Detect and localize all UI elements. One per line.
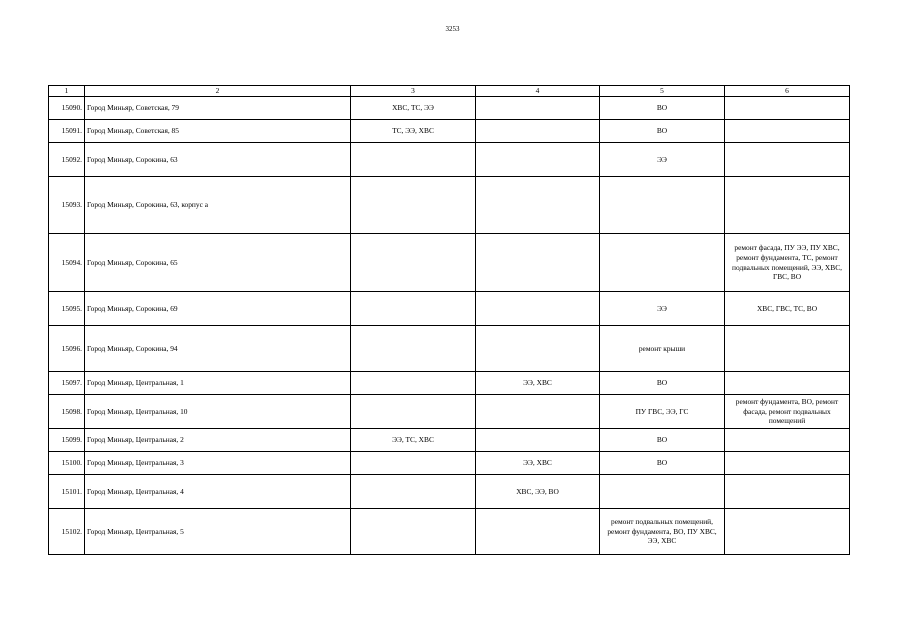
column-3-cell xyxy=(351,292,476,326)
column-3-cell xyxy=(351,326,476,372)
column-5-cell xyxy=(600,177,725,234)
address-cell: Город Миньяр, Сорокина, 69 xyxy=(85,292,351,326)
column-4-cell xyxy=(476,234,600,292)
table-row xyxy=(49,452,850,475)
table-row xyxy=(49,429,850,452)
column-3-cell xyxy=(351,395,476,429)
row-number: 15093. xyxy=(49,177,85,234)
row-number: 15100. xyxy=(49,452,85,475)
header-row xyxy=(49,86,850,97)
address-cell: Город Миньяр, Советская, 85 xyxy=(85,120,351,143)
table-row xyxy=(49,292,850,326)
column-4-cell xyxy=(476,292,600,326)
column-5-cell: ВО xyxy=(600,429,725,452)
row-number: 15102. xyxy=(49,509,85,555)
column-3-cell xyxy=(351,509,476,555)
column-6-cell xyxy=(725,475,850,509)
column-5-cell: ВО xyxy=(600,452,725,475)
column-6-cell xyxy=(725,509,850,555)
column-5-cell: ВО xyxy=(600,120,725,143)
table-row xyxy=(49,372,850,395)
column-6-cell: ремонт фасада, ПУ ЭЭ, ПУ ХВС, ремонт фундамента, ТС, ремонт подвальных помещений, ЭЭ, ХВС, ГВС, ВО xyxy=(725,234,850,292)
column-header: 4 xyxy=(476,86,600,97)
column-header: 2 xyxy=(85,86,351,97)
column-header: 6 xyxy=(725,86,850,97)
column-5-cell: ремонт крыши xyxy=(600,326,725,372)
address-cell: Город Миньяр, Центральная, 4 xyxy=(85,475,351,509)
row-number: 15094. xyxy=(49,234,85,292)
row-number: 15099. xyxy=(49,429,85,452)
column-6-cell xyxy=(725,120,850,143)
row-number: 15092. xyxy=(49,143,85,177)
column-5-cell: ЭЭ xyxy=(600,292,725,326)
column-5-cell: ремонт подвальных помещений, ремонт фундамента, ВО, ПУ ХВС, ЭЭ, ХВС xyxy=(600,509,725,555)
column-4-cell: ЭЭ, ХВС xyxy=(476,452,600,475)
row-number: 15095. xyxy=(49,292,85,326)
column-6-cell xyxy=(725,177,850,234)
column-4-cell xyxy=(476,143,600,177)
column-4-cell xyxy=(476,429,600,452)
column-4-cell xyxy=(476,97,600,120)
column-3-cell: ТС, ЭЭ, ХВС xyxy=(351,120,476,143)
row-number: 15090. xyxy=(49,97,85,120)
column-5-cell: ВО xyxy=(600,372,725,395)
column-3-cell xyxy=(351,177,476,234)
row-number: 15098. xyxy=(49,395,85,429)
address-cell: Город Миньяр, Центральная, 2 xyxy=(85,429,351,452)
column-3-cell: ХВС, ТС, ЭЭ xyxy=(351,97,476,120)
column-6-cell: ремонт фундамента, ВО, ремонт фасада, ремонт подвальных помещений xyxy=(725,395,850,429)
address-cell: Город Миньяр, Сорокина, 94 xyxy=(85,326,351,372)
column-4-cell xyxy=(476,120,600,143)
table-row xyxy=(49,326,850,372)
column-6-cell xyxy=(725,326,850,372)
column-header: 5 xyxy=(600,86,725,97)
address-cell: Город Миньяр, Центральная, 3 xyxy=(85,452,351,475)
column-3-cell: ЭЭ, ТС, ХВС xyxy=(351,429,476,452)
column-6-cell xyxy=(725,452,850,475)
table-row xyxy=(49,97,850,120)
address-cell: Город Миньяр, Сорокина, 63, корпус а xyxy=(85,177,351,234)
column-4-cell xyxy=(476,177,600,234)
table-row xyxy=(49,234,850,292)
address-cell: Город Миньяр, Центральная, 5 xyxy=(85,509,351,555)
column-6-cell xyxy=(725,143,850,177)
column-header: 3 xyxy=(351,86,476,97)
column-6-cell xyxy=(725,429,850,452)
table-row xyxy=(49,395,850,429)
table-row xyxy=(49,120,850,143)
address-cell: Город Миньяр, Сорокина, 63 xyxy=(85,143,351,177)
row-number: 15096. xyxy=(49,326,85,372)
column-header: 1 xyxy=(49,86,85,97)
column-4-cell: ХВС, ЭЭ, ВО xyxy=(476,475,600,509)
table-row xyxy=(49,177,850,234)
column-5-cell: ПУ ГВС, ЭЭ, ГС xyxy=(600,395,725,429)
data-table xyxy=(48,85,850,555)
column-3-cell xyxy=(351,234,476,292)
column-3-cell xyxy=(351,452,476,475)
row-number: 15097. xyxy=(49,372,85,395)
page-number: 3253 xyxy=(445,25,460,33)
address-cell: Город Миньяр, Советская, 79 xyxy=(85,97,351,120)
row-number: 15091. xyxy=(49,120,85,143)
column-5-cell: ЭЭ xyxy=(600,143,725,177)
column-6-cell xyxy=(725,97,850,120)
column-6-cell xyxy=(725,372,850,395)
table-row xyxy=(49,509,850,555)
column-5-cell: ВО xyxy=(600,97,725,120)
column-3-cell xyxy=(351,143,476,177)
address-cell: Город Миньяр, Центральная, 10 xyxy=(85,395,351,429)
column-5-cell xyxy=(600,234,725,292)
column-6-cell: ХВС, ГВС, ТС, ВО xyxy=(725,292,850,326)
table-row xyxy=(49,475,850,509)
table-row xyxy=(49,143,850,177)
row-number: 15101. xyxy=(49,475,85,509)
address-cell: Город Миньяр, Центральная, 1 xyxy=(85,372,351,395)
address-cell: Город Миньяр, Сорокина, 65 xyxy=(85,234,351,292)
column-4-cell xyxy=(476,395,600,429)
column-5-cell xyxy=(600,475,725,509)
column-4-cell xyxy=(476,509,600,555)
column-4-cell: ЭЭ, ХВС xyxy=(476,372,600,395)
column-4-cell xyxy=(476,326,600,372)
column-3-cell xyxy=(351,475,476,509)
column-3-cell xyxy=(351,372,476,395)
